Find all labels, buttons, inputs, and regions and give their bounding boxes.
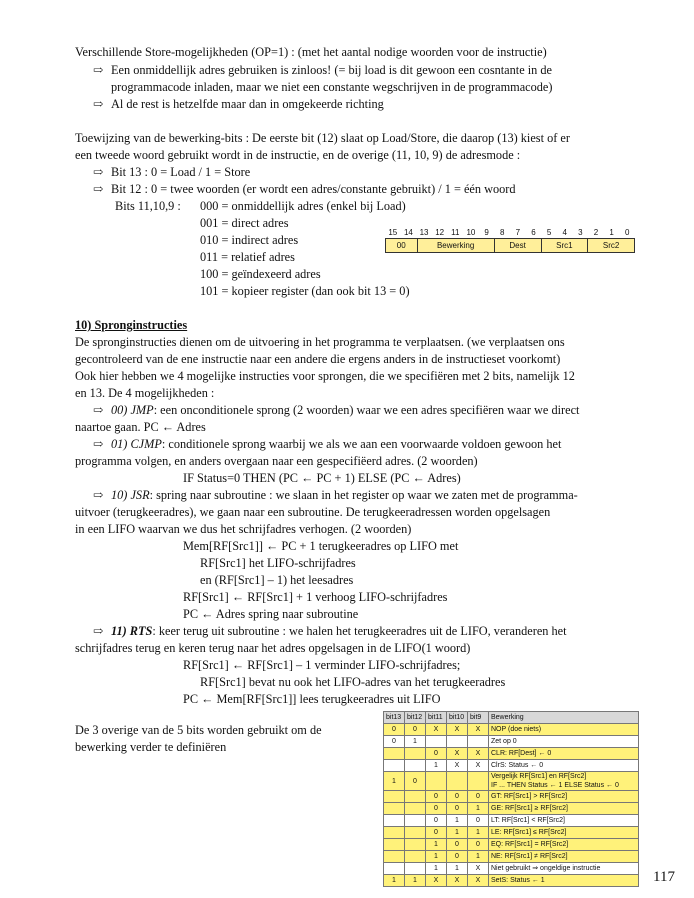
table-cell	[384, 803, 405, 815]
rts-formula-1: RF[Src1] ← RF[Src1] – 1 verminder LIFO-schrijfadres;	[183, 658, 461, 672]
bit-number: 7	[515, 228, 521, 237]
table-cell: X	[468, 875, 489, 887]
table-cell: 0	[405, 724, 426, 736]
bit12-line: ⇨ Bit 12 : 0 = twee woorden (er wordt een adres/constante gebruikt) / 1 = één woord	[93, 182, 516, 196]
table-cell	[384, 760, 405, 772]
table-cell: X	[447, 760, 468, 772]
bit-number: 12	[435, 228, 445, 237]
table-cell: GT: RF[Src1] > RF[Src2]	[489, 791, 639, 803]
table-cell: 0	[468, 839, 489, 851]
remaining-bits-1: De 3 overige van de 5 bits worden gebruikt om de	[75, 723, 322, 737]
jsr-formula-1: Mem[RF[Src1]] ← PC + 1 terugkeeradres op LIFO met	[183, 539, 459, 553]
bit-number: 8	[499, 228, 505, 237]
instruction-bit-layout	[385, 228, 635, 253]
table-row	[384, 736, 639, 748]
table-cell	[384, 839, 405, 851]
assignment-paragraph-2: een tweede woord gebruikt wordt in de instructie, en de overige (11, 10, 9) de adresmode :	[75, 148, 521, 162]
bit-number: 5	[546, 228, 552, 237]
table-row	[384, 748, 639, 760]
table-cell: X	[447, 724, 468, 736]
table-cell: X	[447, 875, 468, 887]
bit-number: 11	[451, 228, 460, 237]
table-cell	[384, 791, 405, 803]
table-cell: GE: RF[Src1] ≥ RF[Src2]	[489, 803, 639, 815]
table-row	[384, 827, 639, 839]
table-cell: 1	[468, 851, 489, 863]
table-cell: 0	[447, 791, 468, 803]
table-header-cell: bit10	[447, 712, 468, 724]
table-cell: Vergelijk RF[Src1] en RF[Src2] IF ... THEN Status ← 1 ELSE Status ← 0	[489, 772, 639, 791]
table-cell	[405, 815, 426, 827]
bit-number: 15	[388, 228, 398, 237]
bit-number: 0	[624, 228, 630, 237]
jump-intro-3: Ook hier hebben we 4 mogelijke instructies voor sprongen, die we specifiëren met 2 bits, namelijk 12	[75, 369, 575, 383]
table-cell: X	[426, 724, 447, 736]
arrow-icon: ⇨	[93, 437, 104, 451]
rts-line-2: schrijfadres terug en keren terug naar het adres opgelsagen in de LIFO(1 woord)	[75, 641, 471, 655]
table-row	[384, 851, 639, 863]
arrow-icon: ⇨	[93, 165, 104, 179]
table-row	[384, 772, 639, 791]
table-cell: X	[468, 760, 489, 772]
rts-formula-3: PC ← Mem[RF[Src1]] lees terugkeeradres uit LIFO	[183, 692, 441, 706]
table-cell	[447, 736, 468, 748]
table-cell	[426, 736, 447, 748]
jsr-line: ⇨ 10) JSR: spring naar subroutine : we slaan in het register op waar we zaten met de programma-	[93, 488, 578, 502]
page-number: 117	[653, 869, 675, 885]
table-row	[384, 724, 639, 736]
mode-100: 100 = geïndexeerd adres	[200, 267, 321, 281]
store-options-intro: Verschillende Store-mogelijkheden (OP=1) : (met het aantal nodige woorden voor de instructie)	[75, 45, 547, 59]
jsr-formula-2: RF[Src1] het LIFO-schrijfadres	[200, 556, 356, 570]
bit13-line: ⇨ Bit 13 : 0 = Load / 1 = Store	[93, 165, 251, 179]
table-cell: NE: RF[Src1] ≠ RF[Src2]	[489, 851, 639, 863]
table-cell: EQ: RF[Src1] = RF[Src2]	[489, 839, 639, 851]
bit-field: Src2	[602, 241, 620, 250]
cjmp-line-2: programma volgen, en anders overgaan naar een gespecifiëerd adres. (2 woorden)	[75, 454, 478, 468]
table-row	[384, 815, 639, 827]
jmp-line: ⇨ 00) JMP: een onconditionele sprong (2 woorden) waar we een adres specifiëren waar we direct	[93, 403, 580, 417]
table-cell: 0	[468, 815, 489, 827]
table-cell: 1	[384, 875, 405, 887]
table-row	[384, 863, 639, 875]
table-cell: X	[426, 875, 447, 887]
table-cell: 1	[426, 851, 447, 863]
mode-010: 010 = indirect adres	[200, 233, 299, 247]
table-cell	[384, 851, 405, 863]
table-cell: LT: RF[Src1] < RF[Src2]	[489, 815, 639, 827]
table-cell	[468, 772, 489, 791]
bit-field: Dest	[495, 239, 542, 252]
table-cell: 1	[447, 827, 468, 839]
table-cell	[447, 772, 468, 791]
jsr-line-2: uitvoer (terugkeeradres), we gaan naar een subroutine. De terugkeeradressen worden opgelsagen	[75, 505, 551, 519]
table-cell	[384, 815, 405, 827]
table-row	[384, 791, 639, 803]
table-cell	[426, 772, 447, 791]
table-cell: X	[447, 748, 468, 760]
remaining-bits-2: bewerking verder te definiëren	[75, 740, 227, 754]
table-cell: 1	[405, 875, 426, 887]
bits-label: Bits 11,10,9 :	[115, 199, 181, 213]
table-cell: Zet op 0	[489, 736, 639, 748]
arrow-icon: ⇨	[93, 182, 104, 196]
cjmp-line: ⇨ 01) CJMP: conditionele sprong waarbij we als we aan een voorwaarde voldoen gewoon het	[93, 437, 562, 451]
table-cell: 1	[426, 863, 447, 875]
operation-encoding-table	[383, 711, 639, 887]
table-cell: 0	[426, 791, 447, 803]
table-cell	[405, 839, 426, 851]
table-header-cell: bit13	[384, 712, 405, 724]
table-cell: 1	[405, 736, 426, 748]
mode-000: 000 = onmiddellijk adres (enkel bij Load)	[200, 199, 406, 213]
table-row	[384, 839, 639, 851]
store-note-1-cont: programmacode inladen, maar we niet een constante wegschrijven in de programmacode)	[111, 80, 553, 94]
table-header-cell: Bewerking	[489, 712, 639, 724]
arrow-icon: ⇨	[93, 624, 104, 638]
arrow-icon: ⇨	[93, 97, 104, 111]
jmp-line-2: naartoe gaan. PC ← Adres	[75, 420, 206, 434]
jump-intro-2: gecontroleerd van de ene instructie naar een andere die ergens anders in de instructieset voorkomt)	[75, 352, 561, 366]
table-cell	[384, 827, 405, 839]
table-cell: ClrS: Status ← 0	[489, 760, 639, 772]
table-cell: 0	[468, 791, 489, 803]
table-cell: 1	[468, 827, 489, 839]
mode-011: 011 = relatief adres	[200, 250, 295, 264]
bit-number: 2	[593, 228, 599, 237]
table-cell	[405, 791, 426, 803]
jsr-line-3: in een LIFO waarvan we dus het schrijfadres verhogen. (2 woorden)	[75, 522, 412, 536]
table-cell	[405, 803, 426, 815]
table-cell: X	[468, 724, 489, 736]
table-cell: SetS: Status ← 1	[489, 875, 639, 887]
table-cell: 1	[384, 772, 405, 791]
store-note-1: ⇨ Een onmiddellijk adres gebruiken is zinloos! (= bij load is dit gewoon een cosntante in de	[93, 63, 552, 77]
table-cell: LE: RF[Src1] ≤ RF[Src2]	[489, 827, 639, 839]
table-row	[384, 875, 639, 887]
section-heading: 10) Spronginstructies	[75, 318, 188, 332]
table-header-cell: bit11	[426, 712, 447, 724]
arrow-icon: ⇨	[93, 403, 104, 417]
table-cell	[405, 863, 426, 875]
table-header-cell: bit12	[405, 712, 426, 724]
mode-101: 101 = kopieer register (dan ook bit 13 = 0)	[200, 284, 410, 298]
table-cell: 0	[447, 803, 468, 815]
table-cell	[405, 827, 426, 839]
bit-field: Bewerking	[418, 239, 495, 252]
table-cell: Niet gebruikt ⇒ ongeldige instructie	[489, 863, 639, 875]
table-cell	[405, 851, 426, 863]
bit-number: 10	[466, 228, 476, 237]
store-note-2: ⇨ Al de rest is hetzelfde maar dan in omgekeerde richting	[93, 97, 384, 111]
bit-number: 1	[609, 228, 614, 237]
rts-line: ⇨ 11) RTS: keer terug uit subroutine : we halen het terugkeeradres uit de LIFO, veranderen het	[93, 624, 567, 638]
table-header-cell: bit9	[468, 712, 489, 724]
table-cell	[384, 863, 405, 875]
table-cell	[468, 736, 489, 748]
table-cell: 0	[426, 827, 447, 839]
jsr-formula-5: PC ← Adres spring naar subroutine	[183, 607, 359, 621]
table-cell: 1	[468, 803, 489, 815]
bit-number: 6	[531, 228, 536, 237]
mode-001: 001 = direct adres	[200, 216, 289, 230]
table-cell: 1	[447, 863, 468, 875]
table-cell: 1	[447, 815, 468, 827]
bit-fields	[385, 238, 635, 253]
table-cell: 0	[426, 748, 447, 760]
assignment-paragraph-1: Toewijzing van de bewerking-bits : De eerste bit (12) slaat op Load/Store, die daarop (13) kiest of er	[75, 131, 570, 145]
table-cell: 0	[447, 851, 468, 863]
arrow-icon: ⇨	[93, 63, 104, 77]
bit-number: 13	[419, 228, 429, 237]
table-cell	[405, 760, 426, 772]
jump-intro-4: en 13. De 4 mogelijkheden :	[75, 386, 215, 400]
bit-number: 4	[562, 228, 567, 237]
bit-numbers	[385, 228, 635, 238]
jsr-formula-3: en (RF[Src1] – 1) het leesadres	[200, 573, 354, 587]
table-cell	[405, 748, 426, 760]
table-cell	[384, 748, 405, 760]
table-cell: 0	[447, 839, 468, 851]
jump-intro-1: De spronginstructies dienen om de uitvoering in het programma te verplaatsen. (we verplaatsen ons	[75, 335, 565, 349]
table-cell: 0	[384, 736, 405, 748]
table-row	[384, 760, 639, 772]
table-cell: 0	[426, 803, 447, 815]
table-cell: 1	[426, 760, 447, 772]
table-cell: X	[468, 748, 489, 760]
table-cell: 0	[426, 815, 447, 827]
table-cell: NOP (doe niets)	[489, 724, 639, 736]
cjmp-formula: IF Status=0 THEN (PC ← PC + 1) ELSE (PC ← Adres)	[183, 471, 461, 485]
table-cell: 0	[405, 772, 426, 791]
bit-field: 00	[386, 239, 418, 252]
table-cell: 0	[384, 724, 405, 736]
table-cell: CLR: RF[Dest] ← 0	[489, 748, 639, 760]
jsr-formula-4: RF[Src1] ← RF[Src1] + 1 verhoog LIFO-schrijfadres	[183, 590, 448, 604]
bit-field: Src1	[542, 239, 589, 252]
arrow-icon: ⇨	[93, 488, 104, 502]
table-row	[384, 803, 639, 815]
bit-number: 9	[484, 228, 489, 237]
bit-number: 3	[578, 228, 583, 237]
bit-number: 14	[403, 228, 413, 237]
table-cell: X	[468, 863, 489, 875]
rts-formula-2: RF[Src1] bevat nu ook het LIFO-adres van het terugkeeradres	[200, 675, 506, 689]
table-cell: 1	[426, 839, 447, 851]
